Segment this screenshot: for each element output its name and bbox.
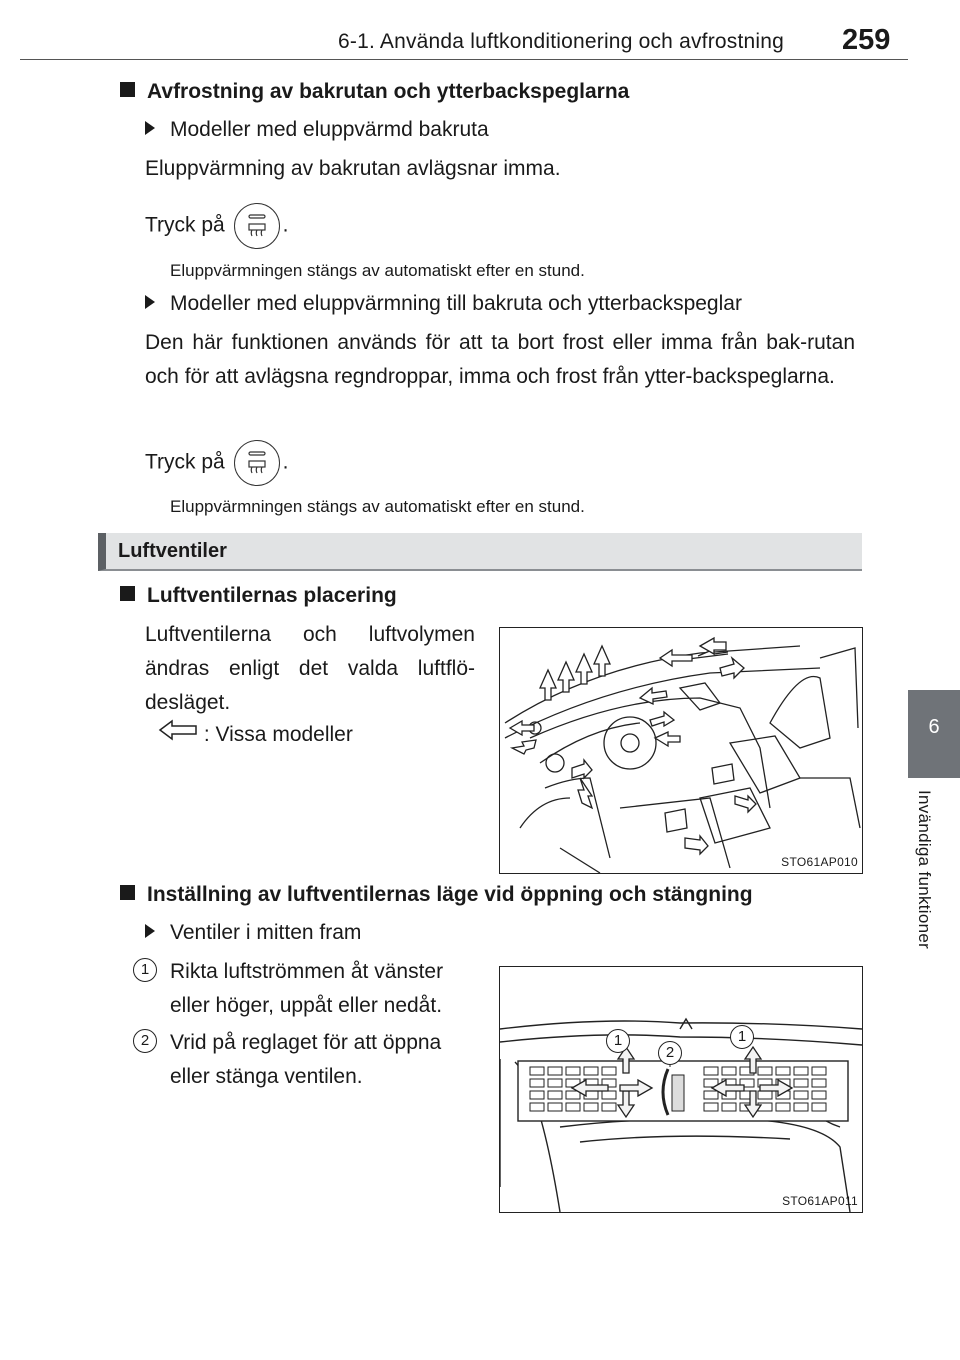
figure-code: STO61AP011 xyxy=(782,1194,858,1208)
model2-press-instruction xyxy=(145,440,288,486)
rear-defogger-button-icon xyxy=(234,203,280,249)
adjust-heading xyxy=(120,883,753,907)
square-bullet-icon xyxy=(120,586,135,601)
defrost-heading-text: Avfrostning av bakrutan och ytterbackspeglarna xyxy=(147,80,630,103)
model2-description: Den här funktionen används för att ta bort frost eller imma från bak-rutan och för att avlägsna regndroppar, imma och frost från ytter-backspeglarna. xyxy=(145,331,855,388)
square-bullet-icon xyxy=(120,885,135,900)
callout-1b-number: 1 xyxy=(730,1025,754,1049)
car-interior-illustration xyxy=(500,628,862,873)
outline-arrow-icon xyxy=(158,718,198,753)
press-suffix: . xyxy=(282,213,289,237)
press-prefix: Tryck på xyxy=(145,450,225,474)
adjust-subheading xyxy=(145,921,361,945)
model1-note: Eluppvärmningen stängs av automatiskt efter en stund. xyxy=(170,261,585,280)
triangle-bullet-icon xyxy=(145,924,155,938)
section-header-air-vents xyxy=(98,533,862,571)
step2-text: Vrid på reglaget för att öppna eller stänga ventilen. xyxy=(170,1031,442,1088)
model2-label-text: Modeller med eluppvärmning till bakruta och ytterbackspeglar xyxy=(170,292,742,315)
square-bullet-icon xyxy=(120,82,135,97)
model1-label xyxy=(145,118,489,142)
step2-number: 2 xyxy=(133,1029,157,1053)
model2-label xyxy=(145,292,742,316)
step1-number: 1 xyxy=(133,958,157,982)
center-vent-illustration xyxy=(500,967,862,1212)
model2-note: Eluppvärmningen stängs av automatiskt efter en stund. xyxy=(170,497,585,516)
placement-heading-text: Luftventilernas placering xyxy=(147,584,397,607)
page-number: 259 xyxy=(842,24,891,56)
callout-2 xyxy=(658,1041,682,1065)
callout-1a xyxy=(606,1029,630,1053)
callout-1a-number: 1 xyxy=(606,1029,630,1053)
callout-1b xyxy=(730,1025,754,1049)
model1-press-instruction xyxy=(145,203,288,249)
rear-defogger-button-icon xyxy=(234,440,280,486)
legend-label: : Vissa modeller xyxy=(203,723,353,747)
figure-code: STO61AP010 xyxy=(781,855,858,869)
adjust-subheading-text: Ventiler i mitten fram xyxy=(170,921,362,944)
chapter-number: 6 xyxy=(928,716,940,738)
callout-2-number: 2 xyxy=(658,1041,682,1065)
press-prefix: Tryck på xyxy=(145,213,225,237)
figure-vent-locations xyxy=(499,627,863,874)
press-suffix: . xyxy=(282,450,289,474)
figure-center-vent xyxy=(499,966,863,1213)
header-divider xyxy=(20,59,908,60)
model1-label-text: Modeller med eluppvärmd bakruta xyxy=(170,118,489,141)
chapter-header-title: 6-1. Använda luftkonditionering och avfrostning xyxy=(338,30,785,53)
chapter-side-caption xyxy=(906,790,960,990)
defrost-heading xyxy=(120,80,629,104)
triangle-bullet-icon xyxy=(145,121,155,135)
placement-description: Luftventilerna och luftvolymen ändras enligt det valda luftflö-desläget. xyxy=(145,623,475,714)
placement-heading xyxy=(120,584,397,608)
step2-number-badge xyxy=(133,1029,157,1053)
chapter-side-caption-text: Invändiga funktioner xyxy=(915,790,934,950)
placement-legend xyxy=(158,718,353,753)
step1-text: Rikta luftströmmen åt vänster eller höger, uppåt eller nedåt. xyxy=(170,960,444,1017)
model1-description: Eluppvärmning av bakrutan avlägsnar imma. xyxy=(145,157,561,180)
step1-number-badge xyxy=(133,958,157,982)
triangle-bullet-icon xyxy=(145,295,155,309)
adjust-heading-text: Inställning av luftventilernas läge vid öppning och stängning xyxy=(147,883,753,906)
section-title: Luftventiler xyxy=(118,540,227,562)
